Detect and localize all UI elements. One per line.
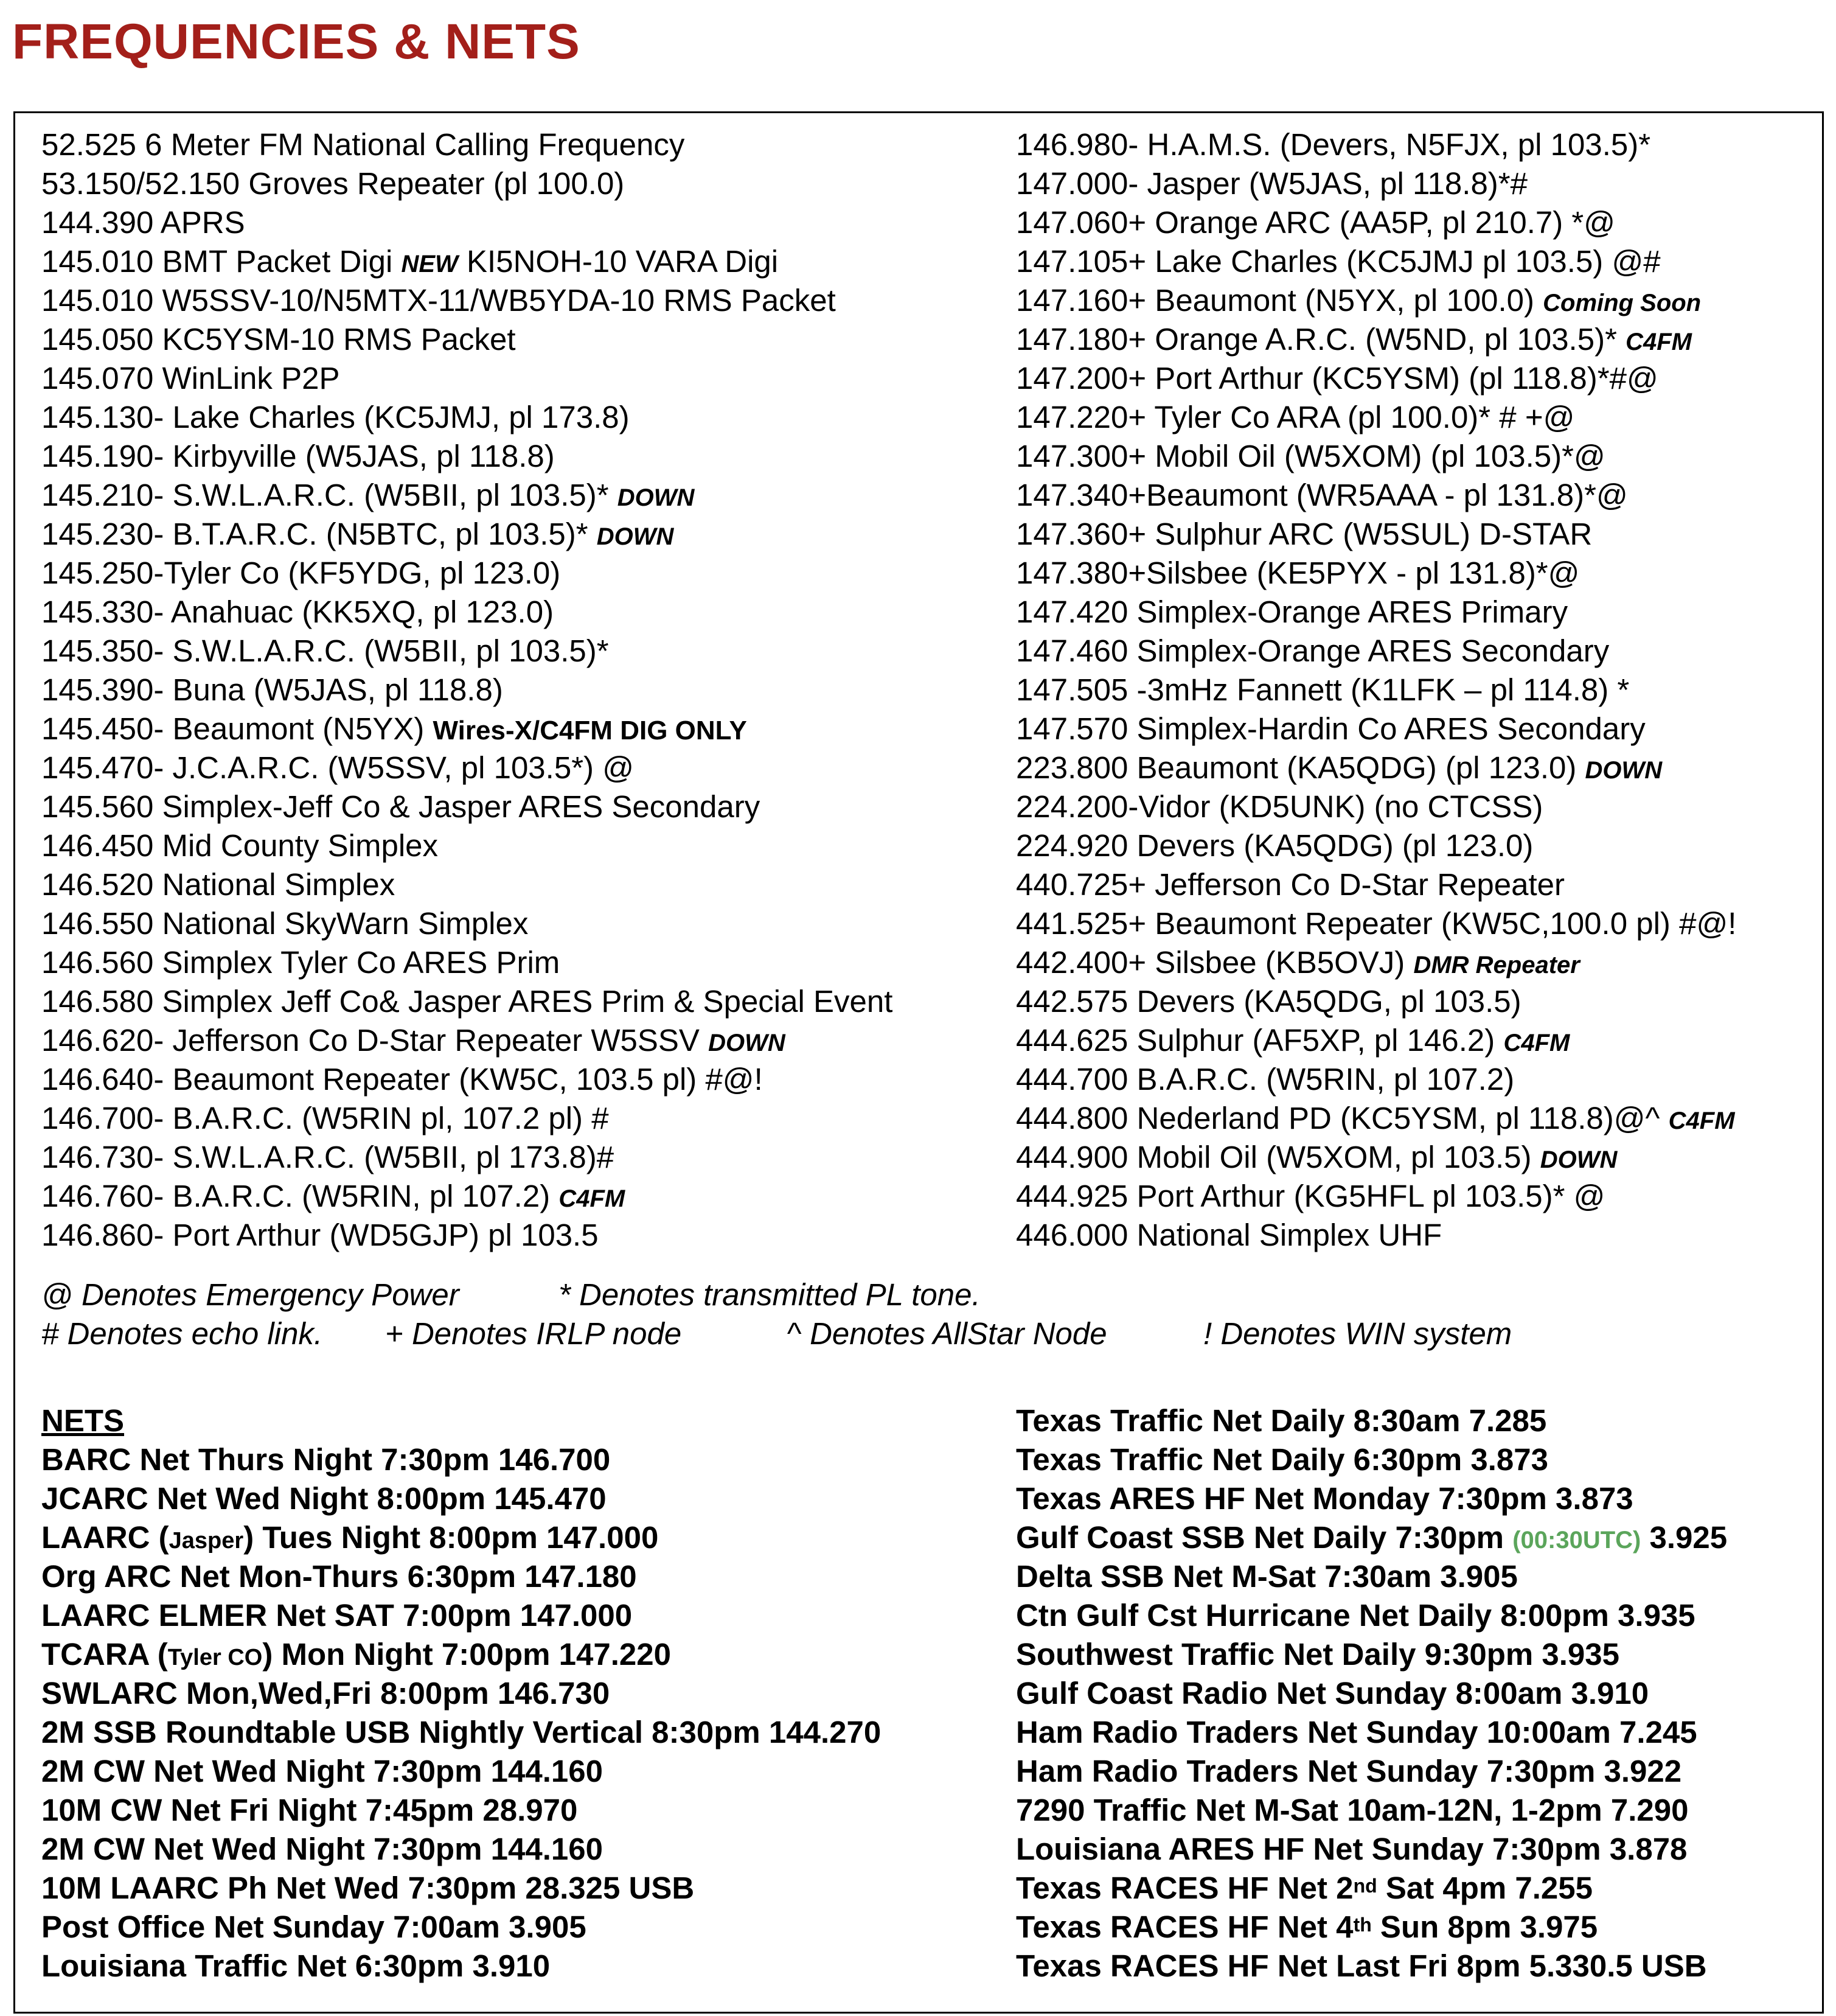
frequency-entry — [41, 164, 892, 203]
entry-text: 224.200-Vidor (KD5UNK) (no CTCSS) — [1016, 789, 1543, 824]
entry-text: 145.250-Tyler Co (KF5YDG, pl 123.0) — [41, 556, 561, 590]
entry-text: Texas RACES HF Net Last Fri 8pm 5.330.5 USB — [1016, 1948, 1707, 1983]
entry-text: 2M CW Net Wed Night 7:30pm 144.160 — [41, 1754, 603, 1788]
entry-text: Ctn Gulf Cst Hurricane Net Daily 8:00pm 3.935 — [1016, 1598, 1695, 1633]
entry-text: 147.570 Simplex-Hardin Co ARES Secondary — [1016, 711, 1646, 746]
entry-text: Louisiana Traffic Net 6:30pm 3.910 — [41, 1948, 551, 1983]
entry-text: 146.450 Mid County Simplex — [41, 828, 439, 863]
ordinal-suffix: th — [1353, 1914, 1372, 1936]
frequency-entry — [1016, 787, 1736, 826]
frequency-entry — [1016, 1099, 1736, 1138]
entry-text: 146.980- H.A.M.S. (Devers, N5FJX, pl 103.5)* — [1016, 127, 1651, 162]
status-tag: DOWN — [617, 484, 695, 511]
entry-text: 145.390- Buna (W5JAS, pl 118.8) — [41, 672, 503, 707]
entry-text: 147.360+ Sulphur ARC (W5SUL) D-STAR — [1016, 517, 1593, 551]
frequency-entry — [41, 515, 892, 554]
entry-text: Gulf Coast Radio Net Sunday 8:00am 3.910 — [1016, 1676, 1649, 1711]
entry-text: 144.390 APRS — [41, 205, 245, 240]
entry-text: 10M LAARC Ph Net Wed 7:30pm 28.325 USB — [41, 1871, 695, 1905]
frequency-entry — [1016, 671, 1736, 710]
entry-text: Post Office Net Sunday 7:00am 3.905 — [41, 1910, 586, 1944]
frequency-entry — [1016, 904, 1736, 943]
entry-text: 145.210- S.W.L.A.R.C. (W5BII, pl 103.5)* — [41, 478, 617, 512]
entry-text: 147.460 Simplex-Orange ARES Secondary — [1016, 633, 1610, 668]
frequency-entry — [1016, 1060, 1736, 1099]
entry-text-continued: ) Tues Night 8:00pm 147.000 — [243, 1520, 659, 1555]
frequency-entry — [1016, 943, 1736, 982]
entry-text: BARC Net Thurs Night 7:30pm 146.700 — [41, 1442, 611, 1477]
frequency-entry — [41, 826, 892, 865]
frequency-entry — [1016, 632, 1736, 671]
net-entry — [1016, 1440, 1727, 1479]
entry-text: 147.060+ Orange ARC (AA5P, pl 210.7) *@ — [1016, 205, 1616, 240]
entry-text: Texas ARES HF Net Monday 7:30pm 3.873 — [1016, 1481, 1633, 1516]
entry-text: 2M SSB Roundtable USB Nightly Vertical 8:30pm 144.270 — [41, 1715, 881, 1749]
entry-text: 145.450- Beaumont (N5YX) — [41, 711, 433, 746]
entry-text: 146.550 National SkyWarn Simplex — [41, 906, 529, 941]
frequency-entry — [1016, 476, 1736, 515]
net-entry — [1016, 1908, 1727, 1947]
entry-text: 147.380+Silsbee (KE5PYX - pl 131.8)*@ — [1016, 556, 1580, 590]
left-frequency-list — [41, 125, 892, 1255]
net-entry — [1016, 1479, 1727, 1518]
frequency-entry — [41, 1099, 892, 1138]
entry-text: 53.150/52.150 Groves Repeater (pl 100.0) — [41, 166, 625, 201]
frequency-entry — [41, 359, 892, 398]
frequency-entry — [1016, 437, 1736, 476]
net-entry — [1016, 1557, 1727, 1596]
frequency-entry — [41, 203, 892, 242]
frequency-entry — [41, 1060, 892, 1099]
entry-text: 145.190- Kirbyville (W5JAS, pl 118.8) — [41, 439, 555, 473]
status-tag: C4FM — [1668, 1107, 1735, 1134]
net-entry — [1016, 1635, 1727, 1674]
frequency-entry — [1016, 710, 1736, 748]
frequency-entry — [1016, 281, 1736, 320]
entry-text: 146.520 National Simplex — [41, 867, 395, 902]
utc-note: (00:30UTC) — [1512, 1527, 1641, 1554]
entry-text: 147.420 Simplex-Orange ARES Primary — [1016, 595, 1568, 629]
right-frequency-list — [1016, 125, 1736, 1255]
net-entry — [41, 1635, 881, 1674]
entry-text: JCARC Net Wed Night 8:00pm 145.470 — [41, 1481, 607, 1516]
entry-text: 147.160+ Beaumont (N5YX, pl 100.0) — [1016, 283, 1543, 318]
frequency-entry — [1016, 865, 1736, 904]
entry-text: Texas Traffic Net Daily 8:30am 7.285 — [1016, 1403, 1547, 1438]
frequency-entry — [41, 437, 892, 476]
entry-text: 146.620- Jefferson Co D-Star Repeater W5SSV — [41, 1023, 709, 1058]
entry-text: Ham Radio Traders Net Sunday 7:30pm 3.922 — [1016, 1754, 1682, 1788]
net-entry — [41, 1869, 881, 1908]
status-tag: C4FM — [558, 1185, 625, 1212]
frequency-entry — [41, 943, 892, 982]
entry-text: 440.725+ Jefferson Co D-Star Repeater — [1016, 867, 1565, 902]
entry-text: 223.800 Beaumont (KA5QDG) (pl 123.0) — [1016, 750, 1585, 785]
status-tag: DOWN — [1585, 757, 1663, 784]
frequency-entry — [1016, 593, 1736, 632]
frequency-entry — [41, 320, 892, 359]
net-entry — [41, 1479, 881, 1518]
entry-text-continued: 3.925 — [1641, 1520, 1728, 1555]
status-tag: Coming Soon — [1543, 290, 1702, 316]
entry-text: 147.180+ Orange A.R.C. (W5ND, pl 103.5)* — [1016, 322, 1626, 357]
legend-pl-tone: * Denotes transmitted PL tone. — [558, 1277, 981, 1312]
entry-text: 145.130- Lake Charles (KC5JMJ, pl 173.8) — [41, 400, 630, 434]
frequency-entry — [41, 865, 892, 904]
status-tag: C4FM — [1503, 1030, 1570, 1056]
frequency-entry — [1016, 320, 1736, 359]
frequency-entry — [1016, 1216, 1736, 1255]
entry-text: 146.730- S.W.L.A.R.C. (W5BII, pl 173.8)# — [41, 1140, 614, 1174]
frequency-entry — [41, 787, 892, 826]
entry-text: 444.625 Sulphur (AF5XP, pl 146.2) — [1016, 1023, 1504, 1058]
entry-text: 145.470- J.C.A.R.C. (W5SSV, pl 103.5*) @ — [41, 750, 634, 785]
frequency-entry — [41, 1021, 892, 1060]
entry-text: Texas RACES HF Net 4 — [1016, 1910, 1354, 1944]
entry-text: 146.760- B.A.R.C. (W5RIN, pl 107.2) — [41, 1179, 559, 1213]
legend-emergency: @ Denotes Emergency Power — [41, 1277, 459, 1312]
net-entry — [1016, 1869, 1727, 1908]
entry-text: 145.560 Simplex-Jeff Co & Jasper ARES Secondary — [41, 789, 760, 824]
status-tag: DOWN — [708, 1030, 785, 1056]
entry-text: 145.010 BMT Packet Digi — [41, 244, 402, 279]
entry-text: 444.700 B.A.R.C. (W5RIN, pl 107.2) — [1016, 1062, 1515, 1097]
net-entry — [1016, 1596, 1727, 1635]
status-tag: C4FM — [1626, 329, 1692, 355]
net-entry — [41, 1830, 881, 1869]
entry-text: 10M CW Net Fri Night 7:45pm 28.970 — [41, 1793, 578, 1827]
entry-text-continued: ) Mon Night 7:00pm 147.220 — [262, 1637, 671, 1672]
frequency-entry — [41, 710, 892, 748]
net-entry — [1016, 1401, 1727, 1440]
entry-text: 146.580 Simplex Jeff Co& Jasper ARES Prim & Special Event — [41, 984, 893, 1019]
entry-text: 146.560 Simplex Tyler Co ARES Prim — [41, 945, 560, 980]
frequency-entry — [41, 125, 892, 164]
frequency-entry — [41, 242, 892, 281]
frequency-entry — [1016, 982, 1736, 1021]
entry-text: Delta SSB Net M-Sat 7:30am 3.905 — [1016, 1559, 1518, 1594]
frequency-entry — [1016, 242, 1736, 281]
net-entry — [1016, 1830, 1727, 1869]
status-tag: NEW — [401, 251, 458, 277]
net-entry — [1016, 1518, 1727, 1557]
net-entry — [1016, 1752, 1727, 1791]
frequency-entry — [1016, 398, 1736, 437]
net-entry — [41, 1518, 881, 1557]
entry-text: 145.050 KC5YSM-10 RMS Packet — [41, 322, 516, 357]
entry-text: 145.010 W5SSV-10/N5MTX-11/WB5YDA-10 RMS Packet — [41, 283, 836, 318]
entry-text-continued: Sat 4pm 7.255 — [1377, 1871, 1593, 1905]
frequency-entry — [41, 1138, 892, 1177]
frequency-entry — [41, 982, 892, 1021]
entry-text: 145.350- S.W.L.A.R.C. (W5BII, pl 103.5)* — [41, 633, 609, 668]
entry-text: 147.000- Jasper (W5JAS, pl 118.8)*# — [1016, 166, 1528, 201]
entry-text: 7290 Traffic Net M-Sat 10am-12N, 1-2pm 7.290 — [1016, 1793, 1689, 1827]
net-entry — [41, 1752, 881, 1791]
frequency-entry — [1016, 826, 1736, 865]
legend-win: ! Denotes WIN system — [1203, 1316, 1512, 1351]
frequency-entry — [41, 554, 892, 593]
frequency-entry — [41, 904, 892, 943]
left-nets-list — [41, 1401, 881, 1986]
frequency-entry — [1016, 1021, 1736, 1060]
entry-text: 442.400+ Silsbee (KB5OVJ) — [1016, 945, 1414, 980]
entry-text: LAARC ELMER Net SAT 7:00pm 147.000 — [41, 1598, 633, 1633]
entry-text: Louisiana ARES HF Net Sunday 7:30pm 3.878 — [1016, 1832, 1688, 1866]
frequency-entry — [41, 1216, 892, 1255]
entry-text: 146.860- Port Arthur (WD5GJP) pl 103.5 — [41, 1218, 599, 1252]
entry-text: 2M CW Net Wed Night 7:30pm 144.160 — [41, 1832, 603, 1866]
frequency-entry — [1016, 1177, 1736, 1216]
frequency-entry — [41, 398, 892, 437]
entry-text: 146.640- Beaumont Repeater (KW5C, 103.5 pl) #@! — [41, 1062, 763, 1097]
entry-text: 444.900 Mobil Oil (W5XOM, pl 103.5) — [1016, 1140, 1540, 1174]
net-entry — [41, 1596, 881, 1635]
legend-allstar: ^ Denotes AllStar Node — [787, 1316, 1107, 1351]
entry-text: Texas RACES HF Net 2 — [1016, 1871, 1354, 1905]
entry-text: 147.340+Beaumont (WR5AAA - pl 131.8)*@ — [1016, 478, 1628, 512]
content-box — [13, 111, 1824, 2014]
net-entry — [41, 1440, 881, 1479]
entry-text: 146.700- B.A.R.C. (W5RIN pl, 107.2 pl) # — [41, 1101, 609, 1135]
location-note: Tyler CO — [167, 1645, 263, 1670]
entry-text: Gulf Coast SSB Net Daily 7:30pm — [1016, 1520, 1513, 1555]
location-note: Jasper — [169, 1528, 244, 1554]
entry-text: LAARC ( — [41, 1520, 169, 1555]
entry-text: 52.525 6 Meter FM National Calling Frequency — [41, 127, 685, 162]
net-entry — [41, 1674, 881, 1713]
frequency-entry — [41, 281, 892, 320]
entry-text-continued: Sun 8pm 3.975 — [1371, 1910, 1598, 1944]
left-nets-items — [41, 1440, 881, 1986]
entry-text: Texas Traffic Net Daily 6:30pm 3.873 — [1016, 1442, 1548, 1477]
entry-text: 145.230- B.T.A.R.C. (N5BTC, pl 103.5)* — [41, 517, 597, 551]
frequency-entry — [41, 593, 892, 632]
entry-text: 444.925 Port Arthur (KG5HFL pl 103.5)* @ — [1016, 1179, 1605, 1213]
frequency-entry — [41, 671, 892, 710]
entry-text: 224.920 Devers (KA5QDG) (pl 123.0) — [1016, 828, 1534, 863]
entry-text: Ham Radio Traders Net Sunday 10:00am 7.245 — [1016, 1715, 1697, 1749]
page-title: FREQUENCIES & NETS — [12, 14, 580, 69]
entry-text: 442.575 Devers (KA5QDG, pl 103.5) — [1016, 984, 1521, 1019]
frequency-entry — [1016, 203, 1736, 242]
entry-text-continued: KI5NOH-10 VARA Digi — [457, 244, 779, 279]
frequency-entry — [1016, 515, 1736, 554]
net-entry — [41, 1791, 881, 1830]
nets-heading: NETS — [41, 1403, 125, 1438]
entry-text: 147.300+ Mobil Oil (W5XOM) (pl 103.5)*@ — [1016, 439, 1605, 473]
frequency-entry — [1016, 164, 1736, 203]
net-entry — [41, 1908, 881, 1947]
frequency-entry — [1016, 748, 1736, 787]
entry-text: TCARA ( — [41, 1637, 168, 1672]
frequency-entry — [1016, 359, 1736, 398]
entry-text: 147.200+ Port Arthur (KC5YSM) (pl 118.8)*#@ — [1016, 361, 1658, 396]
legend-echo-link: # Denotes echo link. — [41, 1316, 323, 1351]
status-tag: DOWN — [1540, 1146, 1618, 1173]
entry-text: 444.800 Nederland PD (KC5YSM, pl 118.8)@^ — [1016, 1101, 1669, 1135]
entry-text: 145.330- Anahuac (KK5XQ, pl 123.0) — [41, 595, 554, 629]
net-entry — [1016, 1791, 1727, 1830]
net-entry — [1016, 1713, 1727, 1752]
entry-text: Org ARC Net Mon-Thurs 6:30pm 147.180 — [41, 1559, 637, 1594]
net-entry — [41, 1713, 881, 1752]
frequency-entry — [41, 632, 892, 671]
entry-text: 147.105+ Lake Charles (KC5JMJ pl 103.5) @# — [1016, 244, 1661, 279]
mode-note: Wires-X/C4FM DIG ONLY — [433, 716, 747, 745]
frequency-entry — [1016, 1138, 1736, 1177]
entry-text: SWLARC Mon,Wed,Fri 8:00pm 146.730 — [41, 1676, 610, 1711]
ordinal-suffix: nd — [1353, 1875, 1377, 1897]
status-tag: DOWN — [596, 523, 674, 550]
frequency-entry — [1016, 125, 1736, 164]
right-nets-list — [1016, 1401, 1727, 1986]
entry-text: 147.505 -3mHz Fannett (K1LFK – pl 114.8) * — [1016, 672, 1630, 707]
net-entry — [41, 1947, 881, 1986]
net-entry — [41, 1557, 881, 1596]
entry-text: 147.220+ Tyler Co ARA (pl 100.0)* # +@ — [1016, 400, 1575, 434]
frequency-entry — [1016, 554, 1736, 593]
entry-text: 441.525+ Beaumont Repeater (KW5C,100.0 pl) #@! — [1016, 906, 1737, 941]
entry-text: 446.000 National Simplex UHF — [1016, 1218, 1442, 1252]
frequency-entry — [41, 1177, 892, 1216]
entry-text: 145.070 WinLink P2P — [41, 361, 340, 396]
legend-irlp: + Denotes IRLP node — [385, 1316, 682, 1351]
status-tag: DMR Repeater — [1413, 952, 1580, 978]
frequency-entry — [41, 476, 892, 515]
entry-text: Southwest Traffic Net Daily 9:30pm 3.935 — [1016, 1637, 1620, 1672]
frequency-entry — [41, 748, 892, 787]
net-entry — [1016, 1674, 1727, 1713]
net-entry — [1016, 1947, 1727, 1986]
